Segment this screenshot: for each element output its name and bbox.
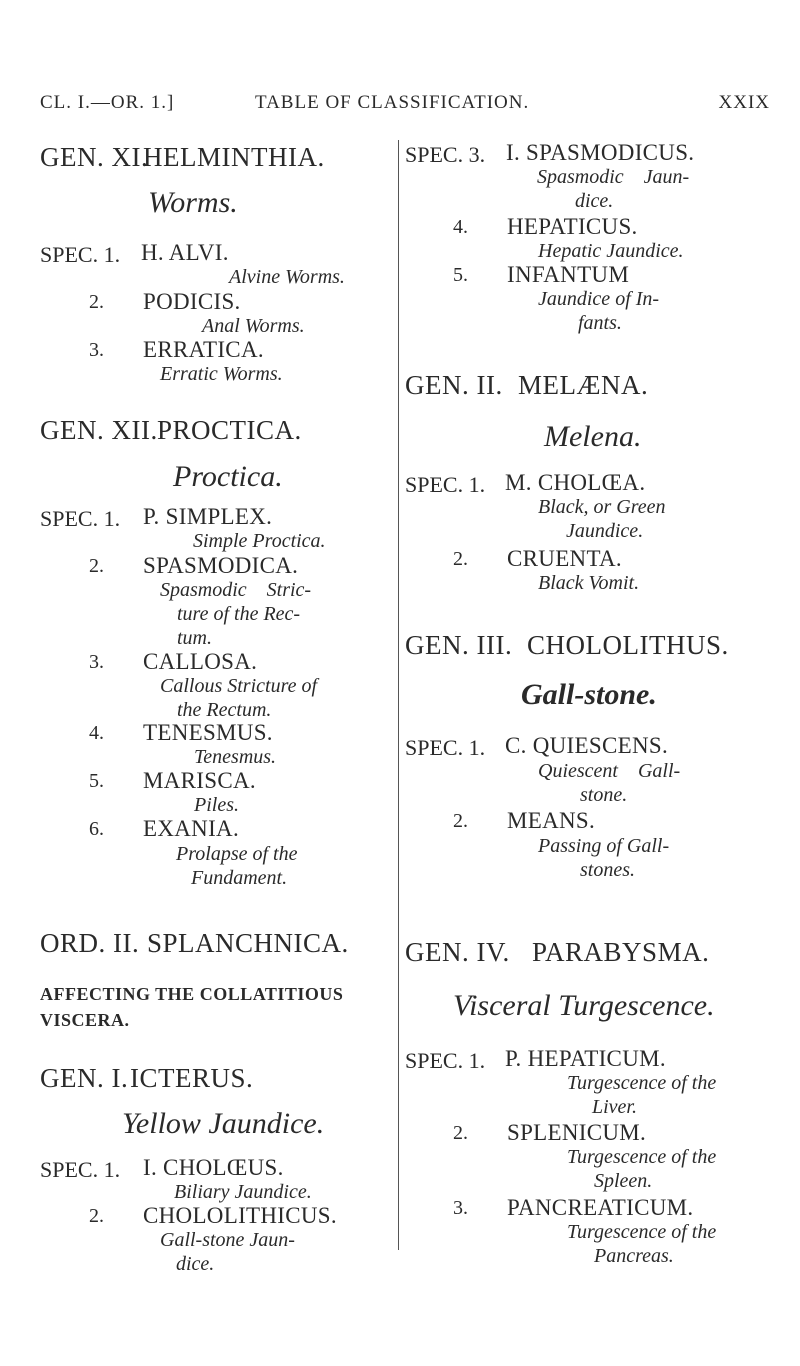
species-name: CRUENTA. bbox=[507, 546, 622, 571]
species-english: stones. bbox=[580, 859, 635, 881]
species-name: M. CHOLŒA. bbox=[505, 470, 646, 495]
genus-english-name: Visceral Turgescence. bbox=[453, 989, 715, 1022]
species-label: SPEC. 1. bbox=[405, 1048, 486, 1073]
species-label: SPEC. 1. bbox=[405, 735, 486, 760]
genus-label: GEN. XI. bbox=[40, 142, 149, 172]
species-name: CHOLOLITHICUS. bbox=[143, 1203, 337, 1228]
species-english: Biliary Jaundice. bbox=[174, 1181, 312, 1203]
genus-english-name: Worms. bbox=[148, 186, 238, 219]
genus-english-name: Proctica. bbox=[173, 460, 283, 493]
species-english: Quiescent Gall- bbox=[538, 760, 681, 782]
species-english: Gall-stone Jaun- bbox=[160, 1229, 295, 1251]
species-english: Alvine Worms. bbox=[229, 266, 345, 288]
species-label: SPEC. 1. bbox=[405, 472, 486, 497]
genus-label: GEN. IV. bbox=[405, 937, 510, 967]
order-name: SPLANCHNICA. bbox=[147, 928, 349, 958]
species-name: HEPATICUS. bbox=[507, 214, 638, 239]
species-name: MARISCA. bbox=[143, 768, 256, 793]
species-name: CALLOSA. bbox=[143, 649, 258, 674]
species-name: EXANIA. bbox=[143, 816, 239, 841]
genus-label: GEN. I. bbox=[40, 1063, 129, 1093]
species-label: SPEC. 1. bbox=[40, 506, 121, 531]
species-number: 6. bbox=[89, 818, 104, 840]
page-number: XXIX bbox=[718, 92, 770, 113]
genus-name: CHOLOLITHUS. bbox=[527, 630, 729, 660]
species-english: Spleen. bbox=[594, 1170, 653, 1192]
species-english: dice. bbox=[575, 190, 614, 212]
species-name: P. SIMPLEX. bbox=[143, 504, 273, 529]
species-english: Liver. bbox=[592, 1096, 637, 1118]
species-name: P. HEPATICUM. bbox=[505, 1046, 666, 1071]
species-name: ERRATICA. bbox=[143, 337, 264, 362]
species-english: Simple Proctica. bbox=[193, 530, 326, 552]
genus-name: PROCTICA. bbox=[157, 415, 302, 445]
species-english: Turgescence of the bbox=[567, 1221, 717, 1243]
genus-name: PARABYSMA. bbox=[532, 937, 710, 967]
species-number: 3. bbox=[89, 651, 104, 673]
species-number: 3. bbox=[89, 339, 104, 361]
genus-english-name: Melena. bbox=[544, 420, 642, 453]
species-label: SPEC. 1. bbox=[40, 242, 121, 267]
order-description: AFFECTING THE COLLATITIOUS bbox=[40, 984, 344, 1004]
genus-name: HELMINTHIA. bbox=[143, 142, 325, 172]
species-english: Jaundice of In- bbox=[538, 288, 660, 310]
species-name: SPLENICUM. bbox=[507, 1120, 647, 1145]
species-number: 3. bbox=[453, 1197, 468, 1219]
species-english: fants. bbox=[578, 312, 622, 334]
genus-name: ICTERUS. bbox=[130, 1063, 254, 1093]
species-number: 2. bbox=[453, 548, 468, 570]
species-english: dice. bbox=[176, 1253, 215, 1275]
order-description: VISCERA. bbox=[40, 1010, 130, 1030]
species-number: 2. bbox=[89, 291, 104, 313]
genus-label: GEN. XII. bbox=[40, 415, 158, 445]
species-english: Pancreas. bbox=[594, 1245, 674, 1267]
genus-name: MELÆNA. bbox=[518, 370, 649, 400]
species-name: TENESMUS. bbox=[143, 720, 273, 745]
running-head-title: TABLE OF CLASSIFICATION. bbox=[255, 92, 530, 113]
species-english: Black, or Green bbox=[538, 496, 666, 518]
species-number: 2. bbox=[453, 1122, 468, 1144]
species-number: 4. bbox=[89, 722, 104, 744]
species-english: Prolapse of the bbox=[176, 843, 298, 865]
species-english: Spasmodic Jaun- bbox=[537, 166, 690, 188]
species-english: Hepatic Jaundice. bbox=[538, 240, 684, 262]
species-english: ture of the Rec- bbox=[177, 603, 301, 625]
species-english: Erratic Worms. bbox=[160, 363, 283, 385]
species-name: MEANS. bbox=[507, 808, 596, 833]
species-label: SPEC. 3. bbox=[405, 142, 486, 167]
species-english: Turgescence of the bbox=[567, 1072, 717, 1094]
running-head-class-order: CL. I.—OR. 1.] bbox=[40, 92, 175, 113]
genus-label: GEN. II. bbox=[405, 370, 503, 400]
species-english: Fundament. bbox=[191, 867, 288, 889]
genus-english-name: Gall-stone. bbox=[521, 678, 657, 711]
species-english: Tenesmus. bbox=[194, 746, 277, 768]
species-name: C. QUIESCENS. bbox=[505, 733, 669, 758]
species-english: the Rectum. bbox=[177, 699, 272, 721]
species-number: 5. bbox=[89, 770, 104, 792]
genus-label: GEN. III. bbox=[405, 630, 513, 660]
species-english: Callous Stricture of bbox=[160, 675, 318, 697]
species-name: PANCREATICUM. bbox=[507, 1195, 694, 1220]
order-label: ORD. II. bbox=[40, 928, 140, 958]
genus-english-name: Yellow Jaundice. bbox=[122, 1107, 325, 1140]
species-english: tum. bbox=[177, 627, 212, 649]
species-english: Black Vomit. bbox=[538, 572, 640, 594]
species-english: Turgescence of the bbox=[567, 1146, 717, 1168]
species-number: 2. bbox=[89, 1205, 104, 1227]
species-name: SPASMODICA. bbox=[143, 553, 299, 578]
species-english: stone. bbox=[580, 784, 628, 806]
species-name: H. ALVI. bbox=[141, 240, 229, 265]
species-number: 4. bbox=[453, 216, 468, 238]
species-english: Spasmodic Stric- bbox=[160, 579, 312, 601]
species-name: I. SPASMODICUS. bbox=[506, 140, 695, 165]
species-english: Piles. bbox=[194, 794, 239, 816]
species-label: SPEC. 1. bbox=[40, 1157, 121, 1182]
species-english: Anal Worms. bbox=[202, 315, 305, 337]
species-number: 2. bbox=[89, 555, 104, 577]
species-name: INFANTUM bbox=[507, 262, 630, 287]
species-number: 5. bbox=[453, 264, 468, 286]
species-name: I. CHOLŒUS. bbox=[143, 1155, 284, 1180]
species-english: Jaundice. bbox=[566, 520, 644, 542]
species-english: Passing of Gall- bbox=[538, 835, 670, 857]
species-number: 2. bbox=[453, 810, 468, 832]
species-name: PODICIS. bbox=[143, 289, 241, 314]
